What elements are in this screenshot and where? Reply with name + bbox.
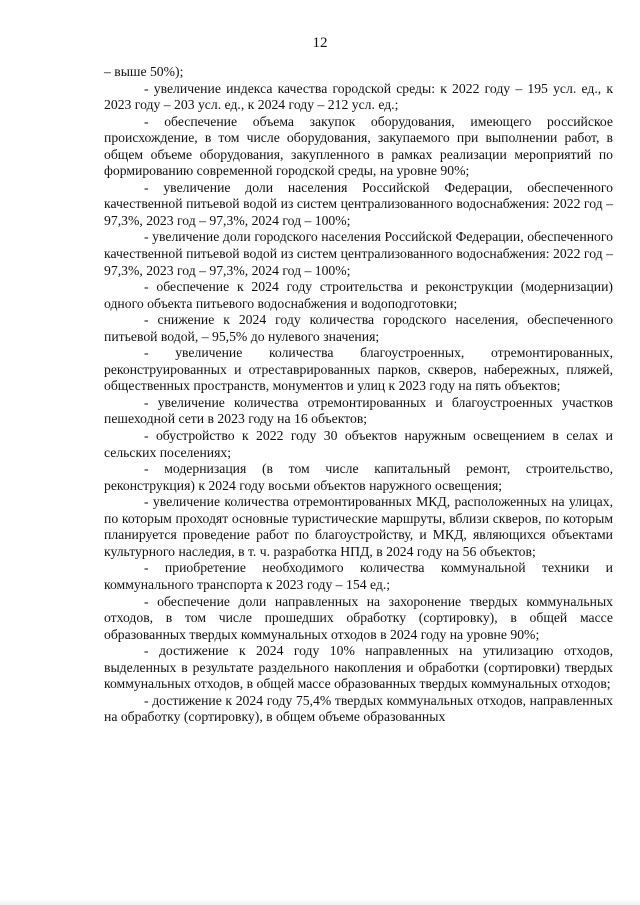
paragraph-drinking-water-urban: - увеличение доли городского населения Российской Федерации, обеспеченного качественной питьевой водой из систем централизованного водоснабжения: 2022 год – 97,3%, 2023 год – 97,3%, 2024 год – 100%; [104,229,613,278]
paragraph-water-facility-construction: - обеспечение к 2024 году строительства и реконструкции (модернизации) одного объекта питьевого водоснабжения и водоподготовки; [104,279,613,311]
paragraph-pedestrian-network: - увеличение количества отремонтированных и благоустроенных участков пешеходной сети в 2023 году на 16 объектов; [104,394,613,427]
paragraph-drinking-water-population: - увеличение доли населения Российской Федерации, обеспеченного качественной питьевой водой из систем централизованного водоснабжения: 2022 год – 97,3%, 2023 год – 97,3%, 2024 год – 100%; [104,179,613,228]
document-body [104,64,613,726]
paragraph-equipment-procurement: - обеспечение объема закупок оборудования, имеющего российское происхождение, в том числе оборудования, закупаемого при выполнении работ, в общем объеме оборудования, закупленного в рамках реализации мероприятий по формированию современной городской среды, на уровне 90%; [104,113,613,179]
paragraph-water-population-reduction: - снижение к 2024 году количества городского населения, обеспеченного питьевой водой, – 95,5% до нулевого значения; [104,312,613,344]
paragraph-continuation: – выше 50%); [104,64,184,79]
page-number: 12 [312,35,328,51]
paragraph-waste-landfill: - обеспечение доли направленных на захоронение твердых коммунальных отходов, в том числе прошедших обработку (сортировку), в общей массе образованных твердых коммунальных отходов в 2024 году на уровне 90%; [104,593,613,642]
paragraph-mkd-repair: - увеличение количества отремонтированных МКД, расположенных на улицах, по которым проходят основные туристические маршруты, вблизи скверов, по которым планируется проведение работ по благоустройству, и МКД, являющихся объектами культурного наследия, в т. ч. разработка НПД, в 2024 году на 56 объектов; [104,494,613,559]
paragraph-lighting-modernization: - модернизация (в том числе капитальный ремонт, строительство, реконструкция) к 2024 году восьми объектов наружного освещения; [104,461,613,493]
paragraph-parks-improvement: - увеличение количества благоустроенных, отремонтированных, реконструированных и отреставрированных парков, скверов, набережных, пляжей, общественных пространств, монументов и улиц к 2023 году на пять объектов; [104,345,613,394]
paragraph-waste-sorting: - достижение к 2024 году 75,4% твердых коммунальных отходов, направленных на обработку (сортировку), в общем объеме образованных [104,692,613,725]
paragraph-urban-quality-index: - увеличение индекса качества городской среды: к 2022 году – 195 усл. ед., к 2023 году – 203 усл. ед., к 2024 году – 212 усл. ед.; [104,80,613,113]
paragraph-waste-recycling: - достижение к 2024 году 10% направленных на утилизацию отходов, выделенных в результате раздельного накопления и обработки (сортировки) твердых коммунальных отходов, в общей массе образованных твердых коммунальных отходов; [104,643,613,692]
scan-bottom-edge [0,899,640,905]
paragraph-rural-lighting: - обустройство к 2022 году 30 объектов наружным освещением в селах и сельских поселениях; [104,428,613,460]
paragraph-communal-vehicles: - приобретение необходимого количества коммунальной техники и коммунального транспорта к 2023 году – 154 ед.; [104,560,613,592]
